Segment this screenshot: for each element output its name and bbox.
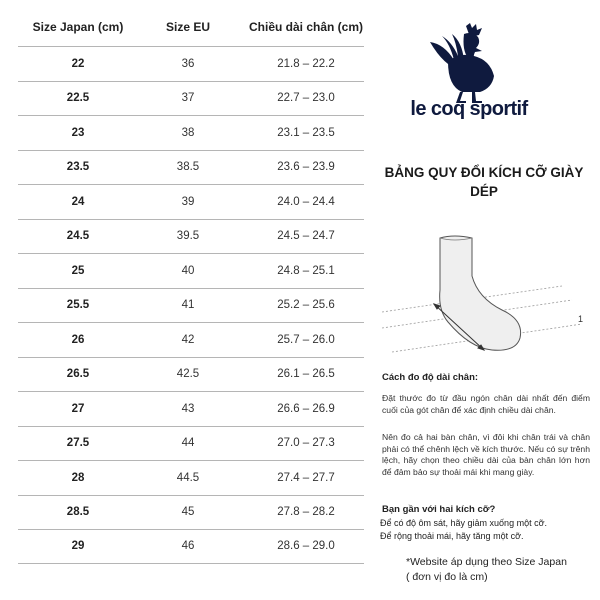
cell-size-eu: 43 [181, 402, 195, 415]
header-size-eu: Size EU [165, 20, 211, 34]
cell-size-japan: 25.5 [66, 299, 90, 312]
table-row [18, 322, 364, 357]
tip-size-up: Để rộng thoải mái, hãy tăng một cỡ. [380, 531, 524, 541]
size-table [18, 0, 364, 564]
cell-foot-length: 26.6 – 26.9 [277, 402, 335, 415]
table-row [18, 150, 364, 185]
table-row [18, 288, 364, 323]
table-body [18, 46, 364, 564]
cell-foot-length: 22.7 – 23.0 [277, 92, 335, 105]
cell-foot-length: 25.7 – 26.0 [277, 333, 335, 346]
foot-measure-icon [382, 228, 592, 362]
table-row [18, 253, 364, 288]
table-row [18, 460, 364, 495]
table-row [18, 426, 364, 461]
cell-foot-length: 23.1 – 23.5 [277, 126, 335, 139]
cell-size-japan: 22 [71, 57, 85, 70]
table-row [18, 391, 364, 426]
cell-size-japan: 28 [71, 471, 85, 484]
cell-size-japan: 26 [71, 333, 85, 346]
cell-size-eu: 37 [181, 92, 195, 105]
cell-foot-length: 25.2 – 25.6 [277, 299, 335, 312]
cell-foot-length: 23.6 – 23.9 [277, 161, 335, 174]
cell-size-eu: 41 [181, 299, 195, 312]
table-row [18, 495, 364, 530]
cell-foot-length: 24.8 – 25.1 [277, 264, 335, 277]
cell-size-eu: 45 [181, 506, 195, 519]
page-title: BẢNG QUY ĐỔI KÍCH CỠ GIÀY DÉP [384, 165, 584, 199]
table-row [18, 529, 364, 564]
how-to-paragraph-2: Nên đo cả hai bàn chân, vì đôi khi chân trái và chân phải có thể chênh lệch về kích thước. Nếu có sự trênh lệch, hãy chọn theo chiều dài của bàn chân lớn hơn để đảm bảo sự thoải mái khi mang giày. [382, 432, 590, 477]
cell-foot-length: 24.0 – 24.4 [277, 195, 335, 208]
cell-foot-length: 27.0 – 27.3 [277, 437, 335, 450]
cell-size-eu: 36 [181, 57, 195, 70]
table-header [18, 0, 364, 46]
table-row [18, 357, 364, 392]
cell-size-japan: 25 [71, 264, 85, 277]
cell-foot-length: 27.8 – 28.2 [277, 506, 335, 519]
header-size-japan: Size Japan (cm) [32, 20, 124, 34]
cell-size-eu: 39 [181, 195, 195, 208]
cell-size-eu: 42.5 [176, 368, 200, 381]
cell-size-japan: 28.5 [66, 506, 90, 519]
header-foot-length: Chiều dài chân (cm) [248, 20, 364, 34]
cell-size-japan: 27.5 [66, 437, 90, 450]
cell-foot-length: 24.5 – 24.7 [277, 230, 335, 243]
table-row [18, 184, 364, 219]
cell-foot-length: 27.4 – 27.7 [277, 471, 335, 484]
cell-foot-length: 28.6 – 29.0 [277, 540, 335, 553]
cell-foot-length: 21.8 – 22.2 [277, 57, 335, 70]
table-row [18, 46, 364, 81]
cell-size-japan: 24.5 [66, 230, 90, 243]
cell-size-eu: 38 [181, 126, 195, 139]
cell-size-japan: 27 [71, 402, 85, 415]
table-row [18, 115, 364, 150]
cell-size-eu: 44 [181, 437, 195, 450]
table-row [18, 81, 364, 116]
cell-size-japan: 29 [71, 540, 85, 553]
website-note: *Website áp dụng theo Size Japan [406, 556, 567, 568]
cell-size-eu: 38.5 [176, 161, 200, 174]
cell-size-eu: 44.5 [176, 471, 200, 484]
brand-name: le coq sportif [410, 98, 528, 120]
between-sizes-title: Bạn gần với hai kích cỡ? [382, 504, 496, 515]
cell-size-japan: 26.5 [66, 368, 90, 381]
how-to-paragraph-1: Đặt thước đo từ đầu ngón chân dài nhất đến điểm cuối của gót chân để xác định chiều dài chân. [382, 393, 590, 415]
cell-size-japan: 23 [71, 126, 85, 139]
cell-size-japan: 24 [71, 195, 85, 208]
cell-size-eu: 42 [181, 333, 195, 346]
unit-note: ( đơn vị đo là cm) [406, 571, 488, 583]
tip-size-down: Để có độ ôm sát, hãy giảm xuống một cỡ. [380, 518, 547, 528]
cell-foot-length: 26.1 – 26.5 [277, 368, 335, 381]
how-to-measure-title: Cách đo độ dài chân: [382, 372, 479, 383]
cell-size-japan: 23.5 [66, 161, 90, 174]
cell-size-eu: 46 [181, 540, 195, 553]
cell-size-eu: 40 [181, 264, 195, 277]
table-row [18, 219, 364, 254]
rooster-icon [420, 22, 516, 104]
cell-size-eu: 39.5 [176, 230, 200, 243]
cell-size-japan: 22.5 [66, 92, 90, 105]
diagram-label: 1 [578, 314, 584, 324]
